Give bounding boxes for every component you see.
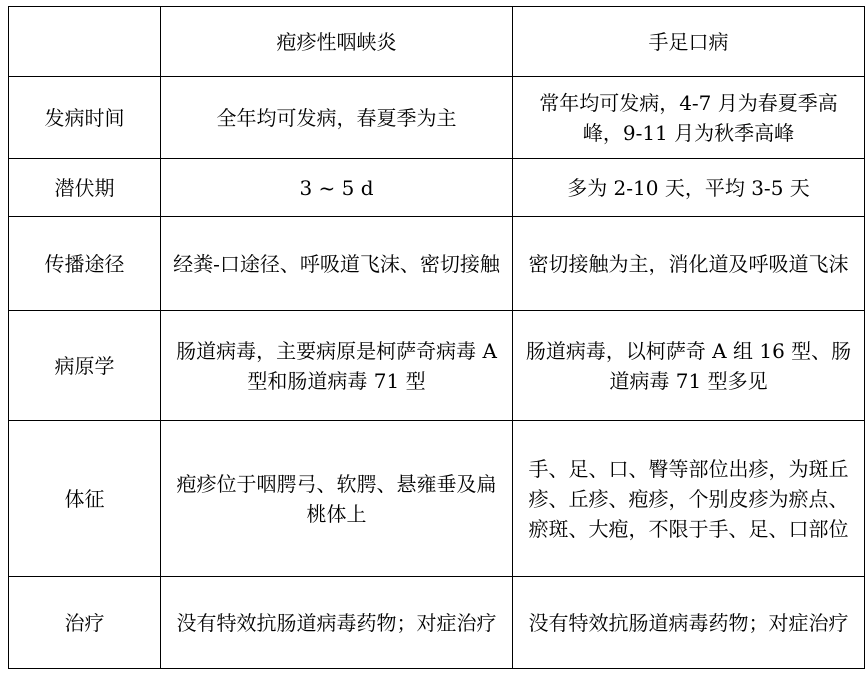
herpangina-cell: 肠道病毒，主要病原是柯萨奇病毒 A 型和肠道病毒 71 型 [161, 311, 513, 421]
hfmd-cell: 没有特效抗肠道病毒药物；对症治疗 [513, 577, 865, 669]
hfmd-cell: 常年均可发病，4-7 月为春夏季高峰，9-11 月为秋季高峰 [513, 77, 865, 159]
row-label: 病原学 [9, 311, 161, 421]
herpangina-cell: 全年均可发病，春夏季为主 [161, 77, 513, 159]
table-row [9, 421, 865, 577]
herpangina-cell: 疱疹位于咽腭弓、软腭、悬雍垂及扁桃体上 [161, 421, 513, 577]
header-hfmd: 手足口病 [513, 7, 865, 77]
hfmd-cell: 密切接触为主，消化道及呼吸道飞沫 [513, 217, 865, 311]
herpangina-cell: 3 ~ 5 d [161, 159, 513, 217]
table-row [9, 159, 865, 217]
table-row [9, 577, 865, 669]
herpangina-cell: 经粪-口途径、呼吸道飞沫、密切接触 [161, 217, 513, 311]
hfmd-cell: 多为 2-10 天，平均 3-5 天 [513, 159, 865, 217]
row-label: 治疗 [9, 577, 161, 669]
row-label: 发病时间 [9, 77, 161, 159]
table-header-row [9, 7, 865, 77]
row-label: 传播途径 [9, 217, 161, 311]
header-herpangina: 疱疹性咽峡炎 [161, 7, 513, 77]
row-label: 体征 [9, 421, 161, 577]
row-label: 潜伏期 [9, 159, 161, 217]
table-row [9, 311, 865, 421]
table-row [9, 77, 865, 159]
table-row [9, 217, 865, 311]
hfmd-cell: 肠道病毒，以柯萨奇 A 组 16 型、肠道病毒 71 型多见 [513, 311, 865, 421]
herpangina-cell: 没有特效抗肠道病毒药物；对症治疗 [161, 577, 513, 669]
comparison-table [8, 6, 865, 669]
header-blank-cell [9, 7, 161, 77]
hfmd-cell: 手、足、口、臀等部位出疹，为斑丘疹、丘疹、疱疹，个别皮疹为瘀点、瘀斑、大疱，不限于手、足、口部位 [513, 421, 865, 577]
